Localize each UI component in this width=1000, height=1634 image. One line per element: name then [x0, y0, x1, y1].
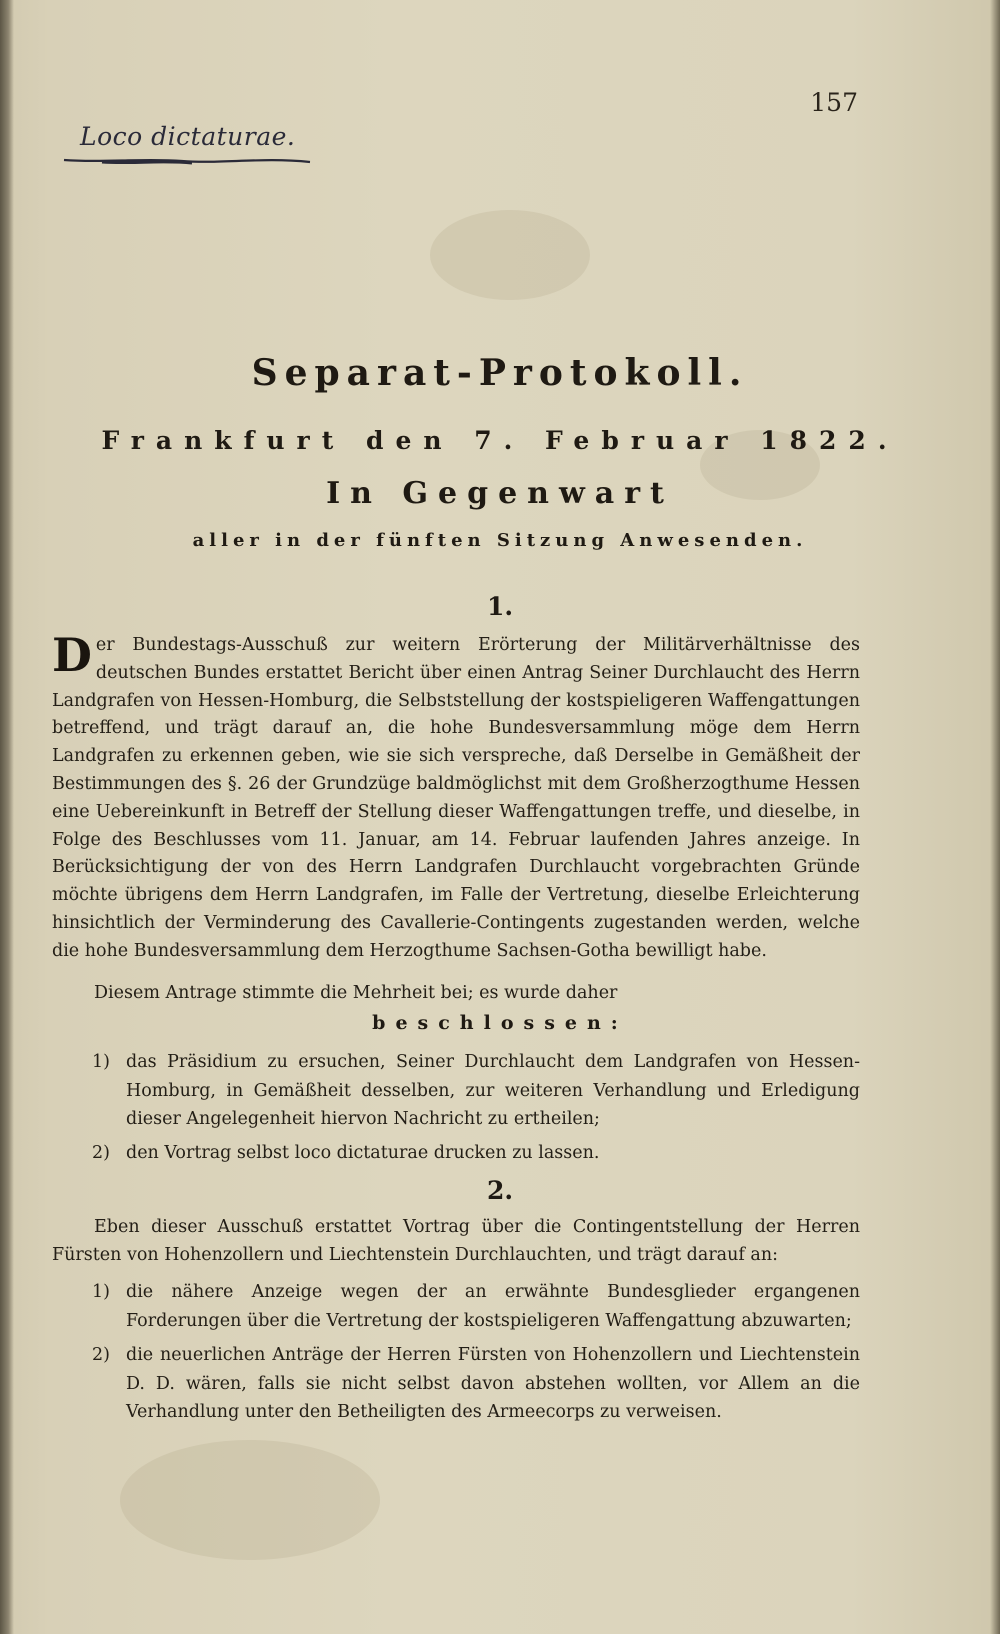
resolution-list [92, 1048, 860, 1172]
section-2-paragraph: Eben dieser Ausschuß erstattet Vortrag über die Contingentstellung der Herren Fürsten von Hohenzollern und Liechtenstein Durchlauchten, und trägt darauf an: [52, 1217, 860, 1265]
list-item-text: die neuerlichen Anträge der Herren Fürsten von Hohenzollern und Liechtenstein D. D. wären, falls sie nicht selbst davon abstehen wollten, vor Allem an die Verhandlung unter den Betheiligten des Armeecorps zu verweisen. [126, 1345, 860, 1422]
list-item-text: den Vortrag selbst loco dictaturae drucken zu lassen. [126, 1142, 600, 1163]
list-item-number: 1) [92, 1282, 110, 1302]
proposal-list [92, 1278, 860, 1433]
page-number: 157 [810, 88, 858, 117]
paper-stain [120, 1440, 380, 1560]
page-edge [990, 0, 1000, 1634]
document-title: Separat-Protokoll. [251, 352, 749, 394]
section-2-number: 2. [486, 1176, 514, 1205]
resolved-heading: beschlossen: [372, 1012, 628, 1034]
attendance-line: aller in der fünften Sitzung Anwesenden. [192, 530, 808, 551]
handwritten-underline [62, 154, 312, 168]
list-item-text: das Präsidium zu ersuchen, Seiner Durchlaucht dem Landgrafen von Hessen-Homburg, in Gemäßheit desselben, zur weiteren Verhandlung und Erledigung dieser Angelegenheit hiervon Nachricht zu ertheilen; [126, 1052, 860, 1129]
paper-stain [430, 210, 590, 300]
majority-statement: Diesem Antrage stimmte die Mehrheit bei; es wurde daher [94, 983, 618, 1003]
section-1-text: er Bundestags-Ausschuß zur weitern Erörterung der Militärverhältnisse des deutschen Bundes erstattet Bericht über einen Antrag Seiner Durchlaucht des Herrn Landgrafen von Hessen-Homburg, die Selbststellung der kostspieligeren Waffengattungen betreffend, und trägt darauf an, die hohe Bundesversammlung möge dem Herrn Landgrafen zu erkennen geben, wie sie sich verspreche, daß Derselbe in Gemäßheit der Bestimmungen des §. 26 der Grundzüge baldmöglichst mit dem Großherzogthume Hessen eine Uebereinkunft in Betreff der Stellung dieser Waffengattungen treffe, und dieselbe, in Folge des Beschlusses vom 11. Januar, am 14. Februar laufenden Jahres anzeige. In Berücksichtigung der von des Herrn Landgrafen Durchlaucht vorgebrachten Gründe möchte übrigens dem Herrn Landgrafen, im Falle der Vertretung, dieselbe Erleichterung hinsichtlich der Verminderung des Cavallerie-Contingents zugestanden werden, welche die hohe Bundesversammlung dem Herzogthume Sachsen-Gotha bewilligt habe. [52, 635, 860, 961]
list-item [92, 1278, 860, 1335]
drop-cap: D [52, 628, 92, 682]
section-1-paragraph [52, 628, 860, 966]
presence-heading: In Gegenwart [326, 476, 674, 511]
list-item-number: 1) [92, 1052, 110, 1072]
list-item [92, 1139, 860, 1168]
document-dateline: Frankfurt den 7. Februar 1822. [101, 426, 899, 455]
section-1-number: 1. [486, 592, 514, 621]
list-item-number: 2) [92, 1345, 110, 1365]
binding-shadow [0, 0, 14, 1634]
list-item [92, 1048, 860, 1134]
list-item-text: die nähere Anzeige wegen der an erwähnte Bundesglieder ergangenen Forderungen über die Vertretung der kostspieligeren Waffengattung abzuwarten; [126, 1282, 860, 1331]
list-item-number: 2) [92, 1142, 110, 1163]
list-item [92, 1341, 860, 1427]
handwritten-note: Loco dictaturae. [80, 122, 296, 151]
